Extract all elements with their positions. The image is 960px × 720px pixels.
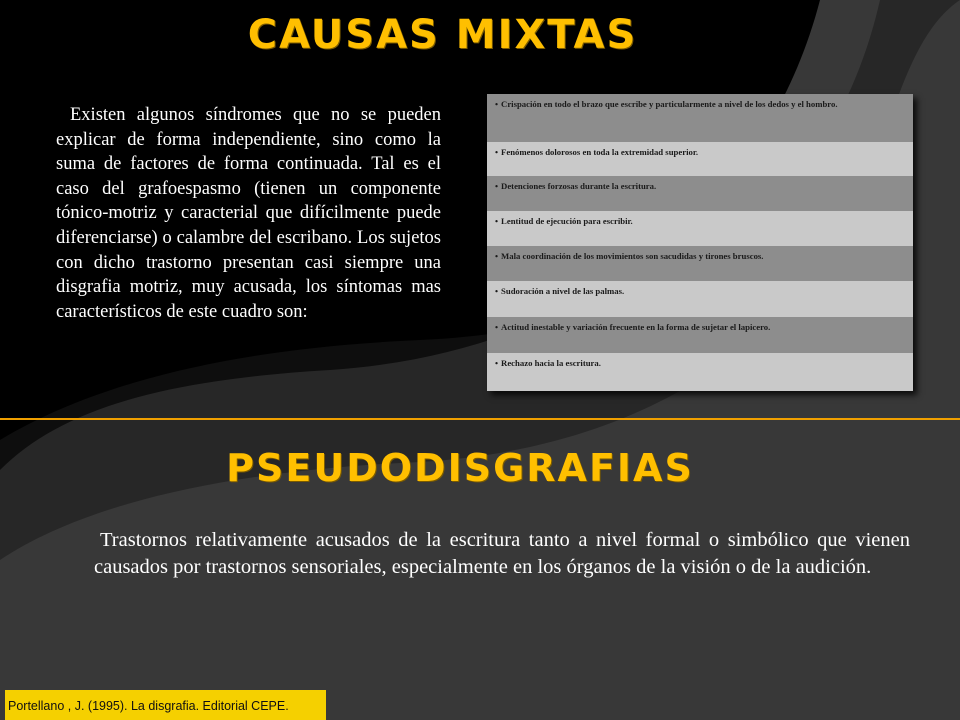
table-row [487,246,913,281]
symptom-text: Crispación en todo el brazo que escribe y particularmente a nivel de los dedos y el hombro. [501,99,838,109]
bullet-icon: • [495,147,499,157]
symptoms-table [487,94,913,391]
bullet-icon: • [495,358,499,368]
title-causas-mixtas: CAUSAS MIXTAS [247,12,638,58]
symptom-text: Rechazo hacia la escritura. [501,358,601,368]
symptom-text: Fenómenos dolorosos en toda la extremidad superior. [501,147,699,157]
table-row [487,211,913,246]
table-row [487,353,913,391]
bullet-icon: • [495,99,499,109]
citation-box: Portellano , J. (1995). La disgrafia. Editorial CEPE. [5,690,326,720]
symptom-text: Sudoración a nivel de las palmas. [501,286,625,296]
symptom-text: Mala coordinación de los movimientos son sacudidas y tirones bruscos. [501,251,764,261]
section-divider [0,418,960,420]
causas-mixtas-paragraph: Existen algunos síndromes que no se pueden explicar de forma independiente, sino como la suma de factores de forma continuada. Tal es el caso del grafoespasmo (tienen un componente tónico-motriz y caracterial que difícilmente puede diferenciarse) o calambre del escribano. Los sujetos con dicho trastorno presentan casi siempre una disgrafia motriz, muy acusada, los síntomas mas característicos de este cuadro son: [56,105,441,322]
symptom-text: Actitud inestable y variación frecuente en la forma de sujetar el lapicero. [501,322,771,332]
table-row [487,281,913,317]
bullet-icon: • [495,216,499,226]
table-row [487,176,913,211]
table-row [487,94,913,142]
bullet-icon: • [495,181,499,191]
table-row [487,142,913,176]
table-row [487,317,913,353]
symptom-text: Lentitud de ejecución para escribir. [501,216,633,226]
title-pseudodisgrafias: PSEUDODISGRAFIAS [226,446,694,490]
bullet-icon: • [495,251,499,261]
bullet-icon: • [495,286,499,296]
bullet-icon: • [495,322,499,332]
symptom-text: Detenciones forzosas durante la escritura. [501,181,657,191]
pseudodisgrafias-paragraph: Trastornos relativamente acusados de la escritura tanto a nivel formal o simbólico que vienen causados por trastornos sensoriales, especialmente en los órganos de la visión o de la audición. [94,529,910,578]
